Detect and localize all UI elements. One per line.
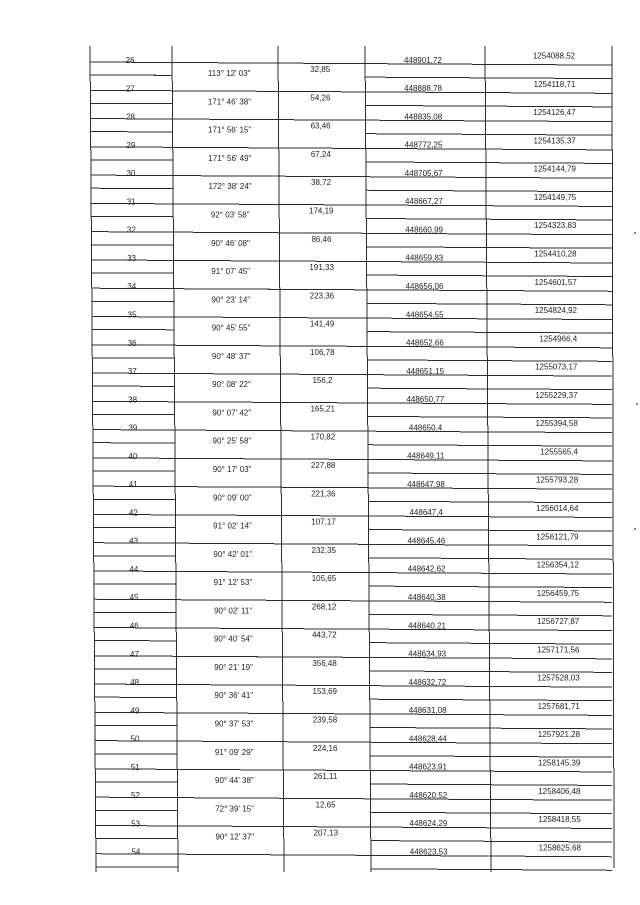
- half-row-rule: [369, 530, 612, 531]
- direction-angle: 91° 09' 29": [214, 747, 254, 757]
- point-number: 54: [131, 847, 141, 857]
- point-number: 38: [128, 395, 138, 405]
- half-row-rule: [366, 162, 612, 163]
- half-row-rule: [366, 190, 612, 191]
- half-row-rule: [371, 812, 612, 813]
- direction-angle: 92° 03' 58": [210, 210, 250, 220]
- y-coordinate: 1257528,03: [537, 673, 580, 683]
- segment-length: 227,88: [310, 461, 336, 470]
- scan-speck: [634, 528, 636, 530]
- segment-length: 221,36: [311, 489, 336, 499]
- row-rule: [94, 628, 612, 631]
- scan-speck: [634, 232, 636, 234]
- half-row-rule: [370, 671, 612, 672]
- x-coordinate: 448645,46: [407, 536, 446, 546]
- table-border-left: [90, 46, 96, 872]
- row-rule: [94, 543, 612, 546]
- segment-length: 239,58: [312, 715, 338, 725]
- point-number: 53: [131, 819, 141, 829]
- direction-angle: 90° 12' 37": [215, 832, 255, 842]
- half-row-rule: [367, 360, 612, 361]
- y-coordinate: 1256354,12: [536, 560, 579, 570]
- segment-length: 174,19: [309, 206, 334, 216]
- point-number: 51: [130, 762, 140, 772]
- x-coordinate: 448628,44: [408, 734, 447, 744]
- y-coordinate: 1256459,75: [536, 588, 580, 598]
- direction-angle: 91° 02' 14": [213, 521, 252, 531]
- y-coordinate: 1254144,79: [533, 164, 576, 174]
- y-coordinate: 1255394,58: [535, 419, 578, 429]
- direction-angle: 90° 48' 37": [211, 351, 251, 361]
- direction-angle: 90° 37' 53": [214, 719, 254, 729]
- y-coordinate: 1258418,55: [538, 815, 581, 825]
- x-coordinate: 448647,4: [409, 508, 443, 518]
- y-coordinate: 1254135,37: [533, 136, 576, 146]
- segment-length: 232,35: [311, 545, 336, 555]
- row-rule: [92, 260, 612, 263]
- direction-angle: 90° 42' 01": [213, 549, 253, 559]
- half-row-rule: [369, 586, 612, 587]
- row-rule: [93, 486, 612, 489]
- point-number: 26: [125, 56, 135, 65]
- half-row-rule: [369, 614, 612, 615]
- row-rule: [92, 345, 612, 348]
- x-coordinate: 448660,99: [405, 225, 444, 235]
- y-coordinate: 1256727,87: [536, 617, 580, 627]
- row-rule: [93, 514, 612, 517]
- x-coordinate: 448667,27: [404, 197, 443, 207]
- point-number: 39: [128, 423, 138, 433]
- segment-length: 170,82: [310, 432, 336, 442]
- segment-length: 32,85: [310, 65, 331, 75]
- point-number: 34: [127, 282, 137, 292]
- half-row-rule: [367, 388, 612, 389]
- y-coordinate: 1256121,79: [536, 532, 579, 542]
- segment-length: 223,36: [309, 291, 335, 301]
- x-coordinate: 448642,62: [407, 564, 446, 574]
- row-rule: [91, 119, 612, 122]
- row-rule: [94, 656, 612, 659]
- point-number: 32: [126, 225, 136, 235]
- half-row-rule: [368, 473, 612, 474]
- row-rule: [96, 854, 612, 857]
- x-coordinate: 448624,29: [409, 819, 448, 829]
- y-coordinate: 1254149,75: [533, 192, 577, 202]
- x-coordinate: 448640,21: [408, 621, 446, 631]
- segment-length: 67,24: [310, 149, 331, 159]
- segment-length: 106,78: [310, 347, 335, 357]
- direction-angle: 90° 40' 54": [213, 634, 253, 644]
- half-row-rule: [368, 501, 612, 502]
- row-rule: [95, 797, 612, 800]
- x-coordinate: 448647,98: [407, 479, 445, 489]
- direction-angle: 90° 08' 22": [212, 380, 251, 390]
- point-number: 41: [128, 480, 138, 490]
- half-row-rule: [367, 303, 612, 304]
- direction-angle: 171° 46' 38": [207, 97, 252, 107]
- point-number: 45: [129, 593, 139, 603]
- x-coordinate: 448623,91: [409, 762, 447, 772]
- direction-angle: 90° 45' 55": [211, 323, 251, 333]
- half-row-rule: [369, 643, 612, 644]
- half-row-rule: [366, 247, 612, 248]
- point-number: 43: [129, 536, 139, 546]
- point-number: 42: [128, 508, 138, 518]
- y-coordinate: 1254126,47: [533, 108, 576, 118]
- direction-angle: 90° 25' 58": [212, 436, 252, 446]
- x-coordinate: 448649,11: [407, 451, 445, 461]
- y-coordinate: 1257171,56: [537, 645, 580, 655]
- segment-length: 268,12: [311, 602, 337, 612]
- y-coordinate: 1255565,4: [540, 447, 579, 457]
- column-rule: [485, 46, 491, 872]
- row-rule: [95, 769, 612, 772]
- x-coordinate: 448623,53: [409, 847, 448, 857]
- segment-length: 86,46: [311, 234, 332, 244]
- point-number: 28: [126, 112, 135, 122]
- point-number: 35: [127, 310, 137, 320]
- segment-length: 191,33: [309, 263, 334, 273]
- half-row-rule: [365, 77, 612, 78]
- direction-angle: 90° 09' 00": [212, 493, 252, 503]
- half-row-rule: [370, 727, 612, 728]
- x-coordinate: 448901,72: [403, 55, 442, 65]
- direction-angle: 172° 38' 24": [208, 182, 252, 192]
- point-number: 36: [127, 338, 137, 348]
- direction-angle: 90° 21' 19": [214, 662, 253, 672]
- point-number: 50: [130, 734, 140, 744]
- y-coordinate: 1254323,83: [534, 221, 577, 231]
- y-coordinate: 1255793,28: [535, 475, 579, 485]
- segment-length: 107,17: [311, 517, 336, 527]
- point-number: 49: [130, 706, 140, 716]
- point-number: 47: [130, 649, 139, 659]
- x-coordinate: 448651,15: [406, 366, 445, 376]
- point-number: 37: [127, 367, 137, 377]
- y-coordinate: 1254088,52: [532, 51, 576, 61]
- point-number: 29: [126, 140, 136, 150]
- segment-length: 153,69: [312, 687, 338, 697]
- segment-length: 141,49: [309, 319, 335, 329]
- table-border-right: [612, 46, 614, 868]
- point-number: 30: [126, 169, 136, 179]
- half-row-rule: [370, 784, 612, 785]
- half-row-rule: [367, 275, 612, 276]
- direction-angle: 171° 56' 49": [208, 153, 252, 163]
- row-rule: [94, 571, 612, 574]
- direction-angle: 90° 23' 14": [211, 295, 251, 305]
- y-coordinate: 1254118,71: [533, 79, 576, 89]
- segment-length: 207,13: [313, 828, 339, 838]
- x-coordinate: 448620,52: [409, 790, 448, 800]
- y-coordinate: 1255073,17: [535, 362, 578, 372]
- direction-angle: 90° 36' 41": [214, 691, 254, 701]
- x-coordinate: 448888,78: [404, 84, 442, 94]
- x-coordinate: 448652,66: [406, 338, 444, 348]
- direction-angle: 90° 02' 11": [214, 606, 253, 616]
- point-number: 40: [128, 451, 138, 461]
- y-coordinate: 1257921,28: [537, 730, 581, 740]
- half-row-rule: [370, 699, 612, 700]
- y-coordinate: 1256014,64: [536, 504, 579, 514]
- row-rule: [92, 316, 612, 319]
- segment-length: 443,72: [312, 630, 337, 640]
- point-number: 27: [125, 84, 135, 94]
- point-number: 44: [129, 564, 139, 574]
- row-rule: [93, 401, 612, 404]
- row-rule: [92, 373, 612, 376]
- row-rule: [95, 684, 612, 687]
- segment-length: 224,16: [312, 743, 338, 753]
- direction-angle: 90° 46' 08": [211, 238, 250, 248]
- row-rule: [91, 147, 612, 150]
- point-number: 52: [131, 791, 140, 801]
- direction-angle: 90° 07' 42": [212, 408, 252, 418]
- half-row-rule: [366, 219, 612, 220]
- x-coordinate: 448772,25: [404, 140, 443, 150]
- row-rule: [91, 232, 612, 235]
- point-number: 48: [130, 678, 140, 688]
- x-coordinate: 448656,06: [405, 281, 444, 291]
- y-coordinate: 1258145,39: [538, 758, 581, 768]
- y-coordinate: 1254824,92: [534, 306, 577, 316]
- direction-angle: 91° 07' 45": [211, 267, 251, 277]
- point-number: 31: [126, 197, 136, 207]
- x-coordinate: 448835,08: [404, 112, 443, 122]
- row-rule: [95, 712, 612, 715]
- x-coordinate: 448650,4: [408, 423, 443, 433]
- segment-length: 38,72: [311, 178, 332, 188]
- half-row-rule: [368, 416, 612, 417]
- point-number: 33: [127, 253, 137, 263]
- segment-length: 261,11: [313, 772, 338, 782]
- direction-angle: 72° 39' 15": [215, 804, 254, 814]
- x-coordinate: 448632,72: [408, 677, 447, 687]
- x-coordinate: 448705,67: [404, 168, 443, 178]
- segment-length: 165,21: [310, 404, 335, 414]
- half-row-rule: [368, 445, 612, 446]
- segment-length: 156,2: [312, 376, 333, 386]
- direction-angle: 113° 12' 03": [207, 69, 251, 79]
- y-coordinate: 1254601,57: [534, 277, 577, 287]
- segment-length: 105,65: [311, 574, 337, 584]
- half-row-rule: [369, 558, 612, 559]
- row-rule: [90, 90, 612, 93]
- half-row-rule: [371, 869, 612, 870]
- segment-length: 54,26: [310, 93, 331, 103]
- x-coordinate: 448631,08: [408, 706, 447, 716]
- half-row-rule: [365, 105, 612, 106]
- row-rule: [92, 288, 612, 291]
- y-coordinate: 1257681,71: [537, 701, 580, 711]
- scan-speck: [636, 403, 638, 405]
- x-coordinate: 448654,55: [405, 310, 444, 320]
- row-rule: [93, 458, 612, 461]
- segment-length: 63,46: [310, 121, 331, 131]
- segment-length: 356,48: [312, 658, 337, 668]
- y-coordinate: 1254410,28: [534, 249, 577, 259]
- y-coordinate: 1254966,4: [539, 334, 578, 344]
- row-rule: [96, 825, 612, 828]
- row-rule: [94, 599, 612, 602]
- direction-angle: 171° 56' 15": [208, 125, 252, 135]
- row-rule: [91, 203, 612, 206]
- direction-angle: 90° 17' 03": [212, 465, 252, 474]
- y-coordinate: 1258406,48: [538, 786, 581, 796]
- x-coordinate: 448650,77: [406, 395, 445, 405]
- column-rule: [172, 46, 178, 872]
- x-coordinate: 448634,93: [408, 649, 447, 659]
- y-coordinate: 1258625,68: [538, 843, 581, 853]
- segment-length: 12,65: [315, 800, 336, 810]
- direction-angle: 90° 44' 38": [215, 776, 254, 786]
- row-rule: [90, 62, 612, 65]
- half-row-rule: [370, 756, 612, 757]
- x-coordinate: 448640,38: [407, 593, 446, 603]
- y-coordinate: 1255229,37: [535, 390, 578, 400]
- row-rule: [91, 175, 612, 178]
- half-row-rule: [371, 841, 612, 842]
- half-row-rule: [367, 332, 612, 333]
- row-rule: [95, 741, 612, 744]
- half-row-rule: [366, 134, 612, 135]
- x-coordinate: 448659,83: [405, 253, 444, 263]
- direction-angle: 91° 12' 53": [213, 578, 253, 588]
- row-rule: [93, 430, 612, 433]
- point-number: 46: [129, 621, 139, 631]
